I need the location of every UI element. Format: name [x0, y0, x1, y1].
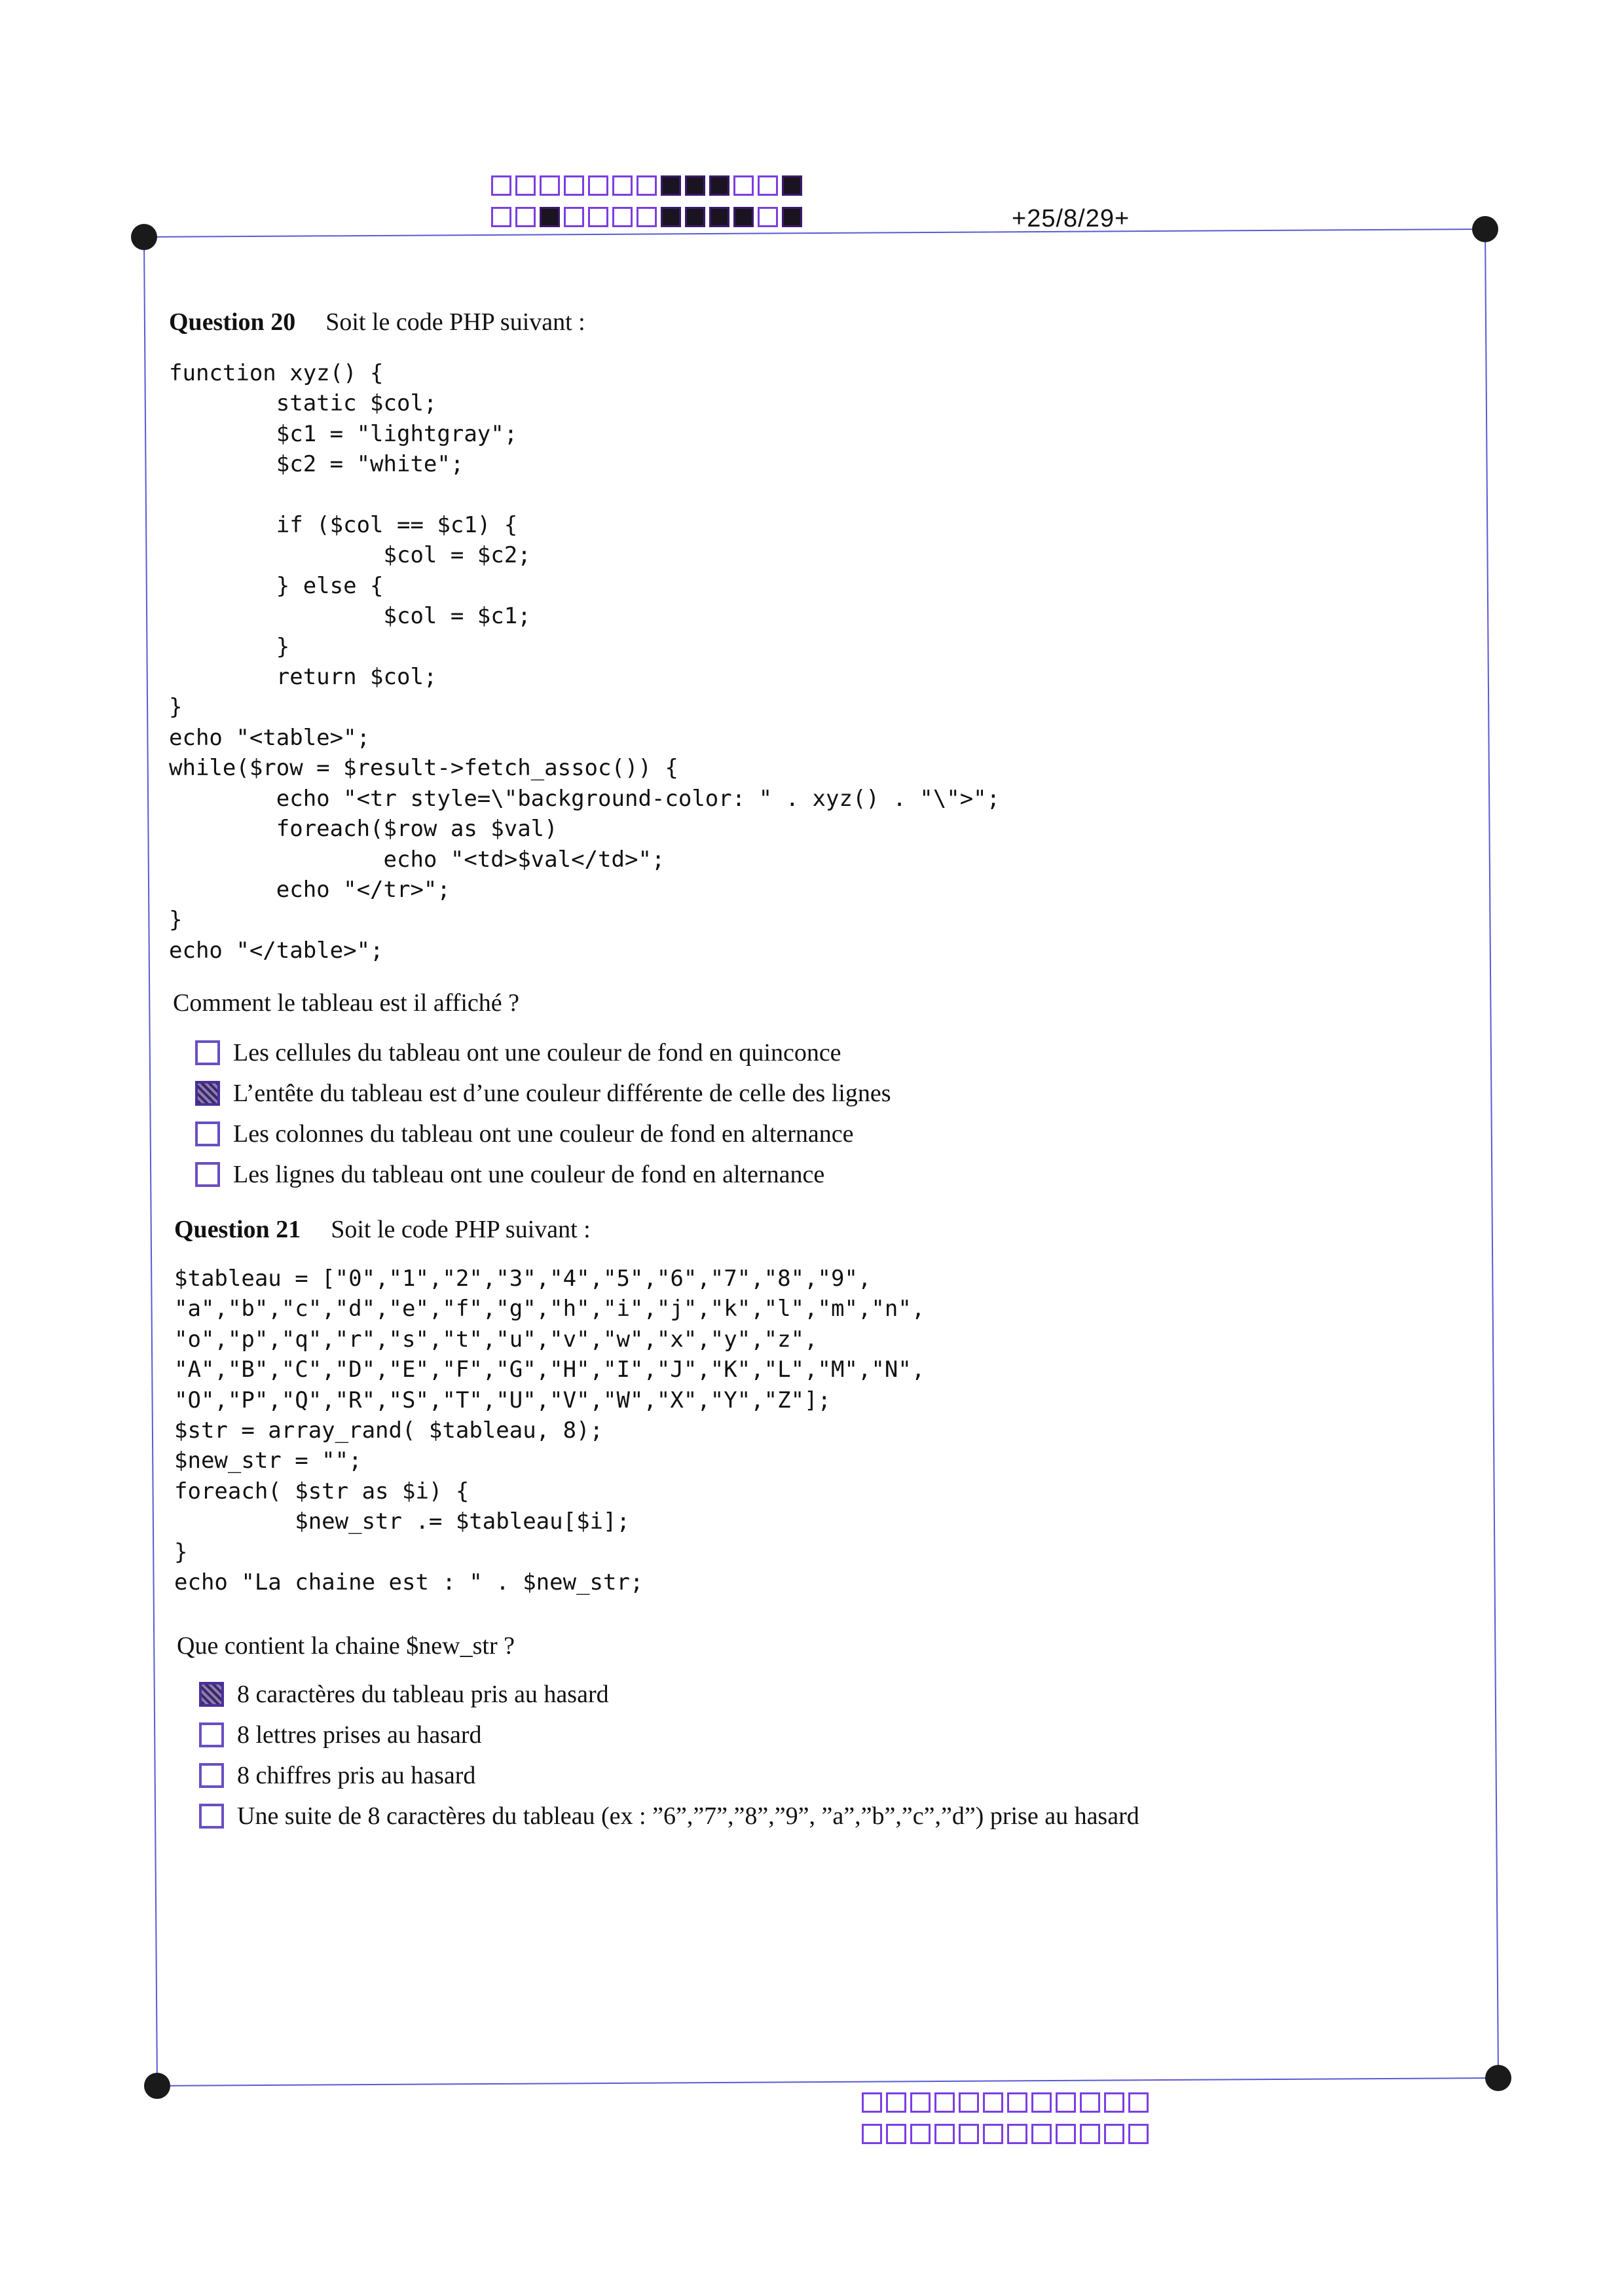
code-square-empty [862, 2092, 882, 2113]
corner-marker-bottom-right [1485, 2065, 1511, 2091]
question-21-label: Question 21 [174, 1216, 301, 1243]
code-square-empty [959, 2124, 979, 2144]
answer-text: 8 chiffres pris au hasard [237, 1762, 476, 1789]
code-square-empty [564, 175, 584, 196]
code-square-empty [564, 207, 584, 227]
bottom-id-code-row-1 [862, 2092, 1153, 2115]
code-square-empty [1080, 2092, 1100, 2113]
code-square-empty [983, 2124, 1003, 2144]
question-21-answer-2[interactable] [199, 1721, 482, 1749]
code-square-empty [515, 175, 536, 196]
code-square-empty [612, 175, 633, 196]
page-id: +25/8/29+ [1012, 205, 1130, 232]
question-20-prompt: Comment le tableau est il affiché ? [173, 989, 519, 1017]
code-square-empty [1080, 2124, 1100, 2144]
code-square-empty [637, 175, 657, 196]
answer-checkbox[interactable] [199, 1763, 224, 1788]
code-square-empty [959, 2092, 979, 2113]
code-square-filled [782, 207, 802, 227]
code-square-empty [862, 2124, 882, 2144]
answer-text: Les colonnes du tableau ont une couleur de fond en alternance [233, 1120, 854, 1148]
bottom-id-code-row-2 [862, 2124, 1153, 2147]
code-square-empty [934, 2092, 955, 2113]
code-square-empty [1031, 2124, 1052, 2144]
code-square-filled [540, 207, 560, 227]
answer-checkbox-checked[interactable] [195, 1081, 220, 1106]
code-square-filled [782, 175, 802, 196]
code-square-filled [685, 175, 705, 196]
top-id-code-row-2 [491, 207, 806, 230]
frame-top-line [144, 229, 1485, 237]
answer-checkbox[interactable] [195, 1121, 220, 1146]
code-square-filled [661, 207, 681, 227]
code-square-empty [758, 207, 778, 227]
code-square-empty [491, 207, 511, 227]
frame-left-line [144, 237, 157, 2086]
code-square-empty [1007, 2092, 1027, 2113]
code-square-empty [910, 2124, 931, 2144]
corner-marker-top-right [1472, 216, 1498, 242]
answer-text: 8 caractères du tableau pris au hasard [237, 1681, 609, 1708]
code-square-empty [588, 207, 608, 227]
answer-checkbox[interactable] [199, 1804, 224, 1829]
question-21-answer-4[interactable] [199, 1802, 1139, 1831]
question-21-intro: Soit le code PHP suivant : [331, 1216, 591, 1243]
answer-text: Les lignes du tableau ont une couleur de fond en alternance [233, 1161, 825, 1188]
code-square-filled [733, 207, 754, 227]
code-square-empty [886, 2124, 906, 2144]
question-20-heading [169, 308, 585, 337]
code-square-empty [1031, 2092, 1052, 2113]
question-20-code: function xyz() { static $col; $c1 = "lightgray"; $c2 = "white"; if ($col == $c1) { $col = $c2; } else { $col = $c1; } return $col; } echo "<table>"; while($row = $result->fetch_assoc()) { echo "<tr style=\"background-color: " . xyz() . "\">"; foreach($row as $val) echo "<td>$val</td>"; echo "</tr>"; } echo "</table>"; [169, 360, 1001, 964]
corner-marker-bottom-left [144, 2073, 170, 2099]
code-square-empty [491, 175, 511, 196]
code-square-empty [910, 2092, 931, 2113]
code-square-filled [685, 207, 705, 227]
question-21-answer-1[interactable] [199, 1680, 609, 1709]
code-square-empty [1128, 2124, 1149, 2144]
answer-text: Une suite de 8 caractères du tableau (ex : ”6”,”7”,”8”,”9”, ”a”,”b”,”c”,”d”) prise au hasard [237, 1802, 1139, 1830]
question-20-answer-2[interactable] [195, 1079, 891, 1108]
frame-right-line [1485, 229, 1498, 2078]
code-square-empty [588, 175, 608, 196]
code-square-filled [661, 175, 681, 196]
code-square-empty [733, 175, 754, 196]
question-20-answer-4[interactable] [195, 1160, 824, 1189]
question-21-answer-3[interactable] [199, 1761, 475, 1790]
code-square-filled [709, 175, 729, 196]
answer-text: L’entête du tableau est d’une couleur différente de celle des lignes [233, 1080, 891, 1107]
code-square-empty [1104, 2124, 1124, 2144]
code-square-empty [886, 2092, 906, 2113]
code-square-empty [934, 2124, 955, 2144]
question-21-prompt: Que contient la chaine $new_str ? [177, 1632, 515, 1660]
answer-text: 8 lettres prises au hasard [237, 1721, 482, 1749]
code-square-empty [758, 175, 778, 196]
top-id-code-row-1 [491, 175, 806, 198]
answer-checkbox[interactable] [195, 1040, 220, 1065]
code-square-empty [1056, 2092, 1076, 2113]
frame-bottom-line [157, 2078, 1498, 2086]
corner-marker-top-left [131, 224, 157, 250]
code-square-empty [540, 175, 560, 196]
question-21-code: $tableau = ["0","1","2","3","4","5","6","7","8","9", "a","b","c","d","e","f","g","h","i","j","k","l","m","n", "o","p","q","r","s","t","u","v","w","x","y","z", "A","B","C","D","E","F","G","H","I","J","K","L","M","N", "O","P","Q","R","S","T","U","V","W","X","Y","Z"]; $str = array_rand( $tableau, 8); $new_str = ""; foreach( $str as $i) { $new_str .= $tableau[$i]; } echo "La chaine est : " . $new_str; [174, 1266, 925, 1596]
code-square-empty [612, 207, 633, 227]
question-20-label: Question 20 [169, 308, 296, 336]
code-square-empty [983, 2092, 1003, 2113]
answer-text: Les cellules du tableau ont une couleur de fond en quinconce [233, 1039, 841, 1066]
code-square-empty [1056, 2124, 1076, 2144]
question-20-answer-3[interactable] [195, 1120, 854, 1148]
question-21-heading [174, 1215, 591, 1244]
code-square-filled [709, 207, 729, 227]
code-square-empty [637, 207, 657, 227]
answer-checkbox[interactable] [195, 1162, 220, 1187]
code-square-empty [515, 207, 536, 227]
question-20-answer-1[interactable] [195, 1038, 841, 1067]
answer-checkbox-checked[interactable] [199, 1682, 224, 1707]
question-20-intro: Soit le code PHP suivant : [325, 308, 585, 336]
code-square-empty [1104, 2092, 1124, 2113]
code-square-empty [1007, 2124, 1027, 2144]
answer-checkbox[interactable] [199, 1722, 224, 1747]
code-square-empty [1128, 2092, 1149, 2113]
